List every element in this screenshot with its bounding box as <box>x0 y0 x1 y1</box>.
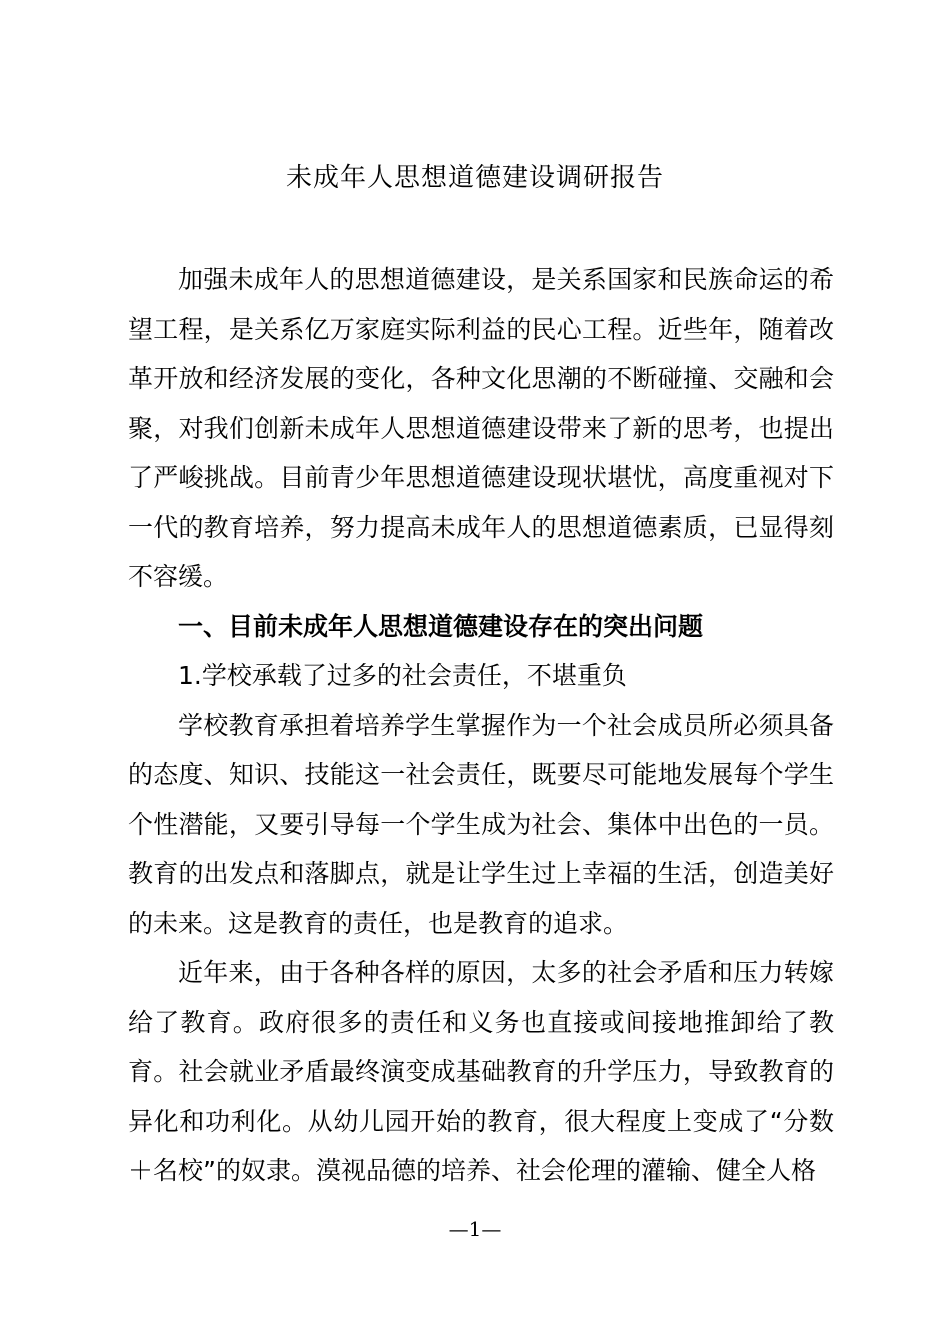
subsection-heading: 1.学校承载了过多的社会责任，不堪重负 <box>178 661 627 690</box>
page-number: —1— <box>448 1217 502 1241</box>
section-heading: 一、目前未成年人思想道德建设存在的突出问题 <box>178 611 704 641</box>
body-paragraph: 学校教育承担着培养学生掌握作为一个社会成员所必须具备的态度、知识、技能这一社会责任，既要尽可能地发展每个学生个性潜能，又要引导每一个学生成为社会、集体中出色的一员。教育的出发点和落脚点，就是让学生过上幸福的生活，创造美好的未来。这是教育的责任，也是教育的追求。 <box>128 710 834 938</box>
document-body <box>128 255 834 1196</box>
body-paragraph: 近年来，由于各种各样的原因，太多的社会矛盾和压力转嫁给了教育。政府很多的责任和义务也直接或间接地推卸给了教育。社会就业矛盾最终演变成基础教育的升学压力，导致教育的异化和功利化。从幼儿园开始的教育，很大程度上变成了“分数＋名校”的奴隶。漠视品德的培养、社会伦理的灌输、健全人格 <box>128 958 834 1185</box>
intro-paragraph: 加强未成年人的思想道德建设，是关系国家和民族命运的希望工程，是关系亿万家庭实际利益的民心工程。近些年，随着改革开放和经济发展的变化，各种文化思潮的不断碰撞、交融和会聚，对我们创新未成年人思想道德建设带来了新的思考，也提出了严峻挑战。目前青少年思想道德建设现状堪忧，高度重视对下一代的教育培养，努力提高未成年人的思想道德素质，已显得刻不容缓。 <box>128 265 834 591</box>
document-title: 未成年人思想道德建设调研报告 <box>285 163 664 193</box>
